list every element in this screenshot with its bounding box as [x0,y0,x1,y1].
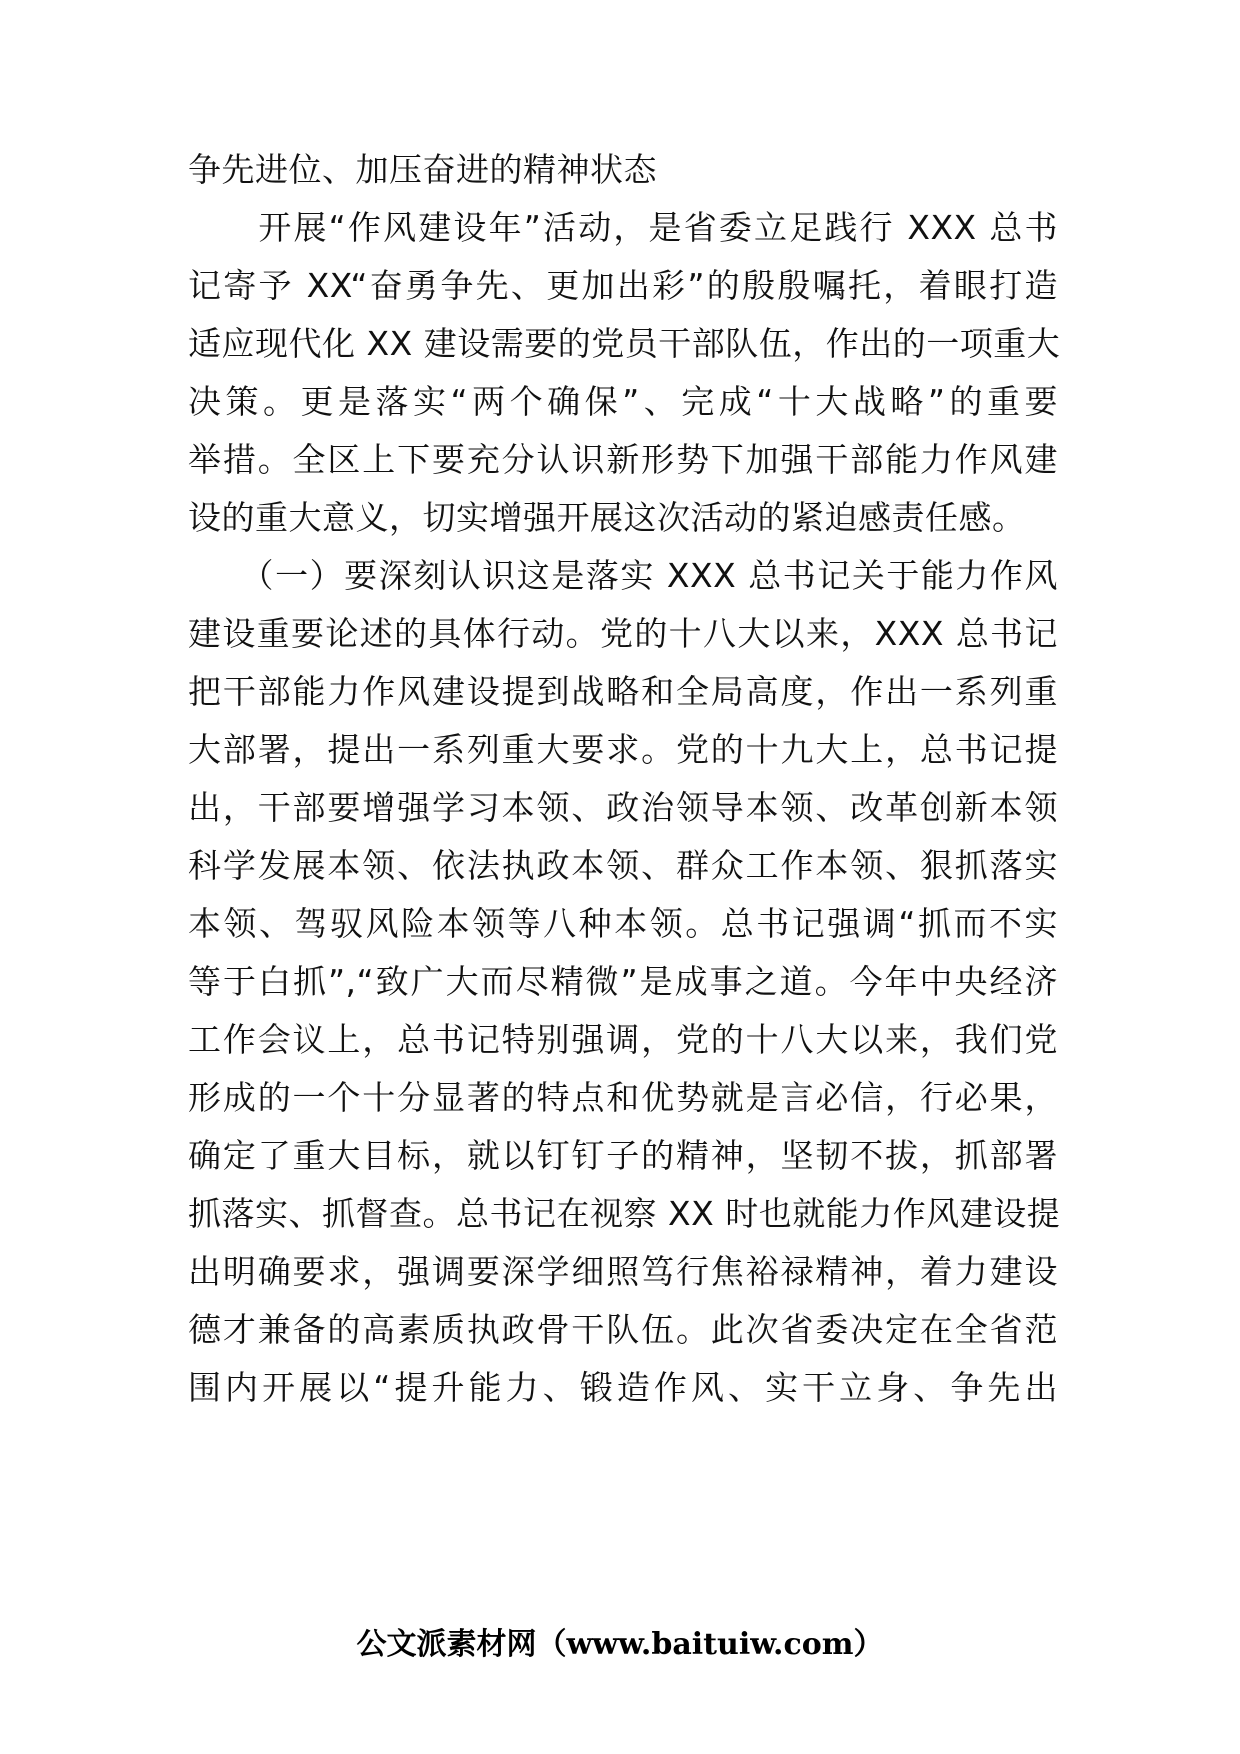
text-line-13: 科学发展本领、依法执政本领、群众工作本领、狠抓落实 [188,846,1058,885]
text-line-17: 形成的一个十分显著的特点和优势就是言必信，行必果， [188,1078,1058,1117]
text-line-4: 适应现代化 XX 建设需要的党员干部队伍，作出的一项重大 [188,324,1061,363]
text-line-10: 把干部能力作风建设提到战略和全局高度，作出一系列重 [188,672,1058,711]
footer-watermark: 公文派素材网（www.baituiw.com） [356,1627,884,1662]
text-line-11: 大部署，提出一系列重大要求。党的十九大上，总书记提 [188,730,1058,769]
text-line-22: 围内开展以“提升能力、锻造作风、实干立身、争先出 [188,1368,1058,1407]
text-line-20: 出明确要求，强调要深学细照笃行焦裕禄精神，着力建设 [188,1252,1058,1291]
text-line-5: 决策。更是落实“两个确保”、完成“十大战略”的重要 [188,382,1058,421]
text-line-14: 本领、驾驭风险本领等八种本领。总书记强调“抓而不实 [188,904,1058,943]
text-line-7: 设的重大意义，切实增强开展这次活动的紧迫感责任感。 [188,498,1026,537]
text-line-12: 出，干部要增强学习本领、政治领导本领、改革创新本领 [188,788,1058,827]
text-line-16: 工作会议上，总书记特别强调，党的十八大以来，我们党 [188,1020,1058,1059]
text-line-9: 建设重要论述的具体行动。党的十八大以来，XXX 总书记 [188,614,1058,653]
text-line-1: 争先进位、加压奋进的精神状态 [188,150,657,189]
text-line-15: 等于白抓”,“致广大而尽精微”是成事之道。今年中央经济 [188,962,1058,1001]
text-line-21: 德才兼备的高素质执政骨干队伍。此次省委决定在全省范 [188,1310,1058,1349]
text-line-2: 开展“作风建设年”活动，是省委立足践行 XXX 总书 [188,208,1058,247]
text-line-18: 确定了重大目标，就以钉钉子的精神，坚韧不拔，抓部署 [188,1136,1058,1175]
text-line-6: 举措。全区上下要充分认识新形势下加强干部能力作风建 [188,440,1058,479]
text-line-19: 抓落实、抓督查。总书记在视察 XX 时也就能力作风建设提 [188,1194,1061,1233]
text-line-8: （一）要深刻认识这是落实 XXX 总书记关于能力作风 [188,556,1058,595]
text-line-3: 记寄予 XX“奋勇争先、更加出彩”的殷殷嘱托，着眼打造 [188,266,1058,305]
